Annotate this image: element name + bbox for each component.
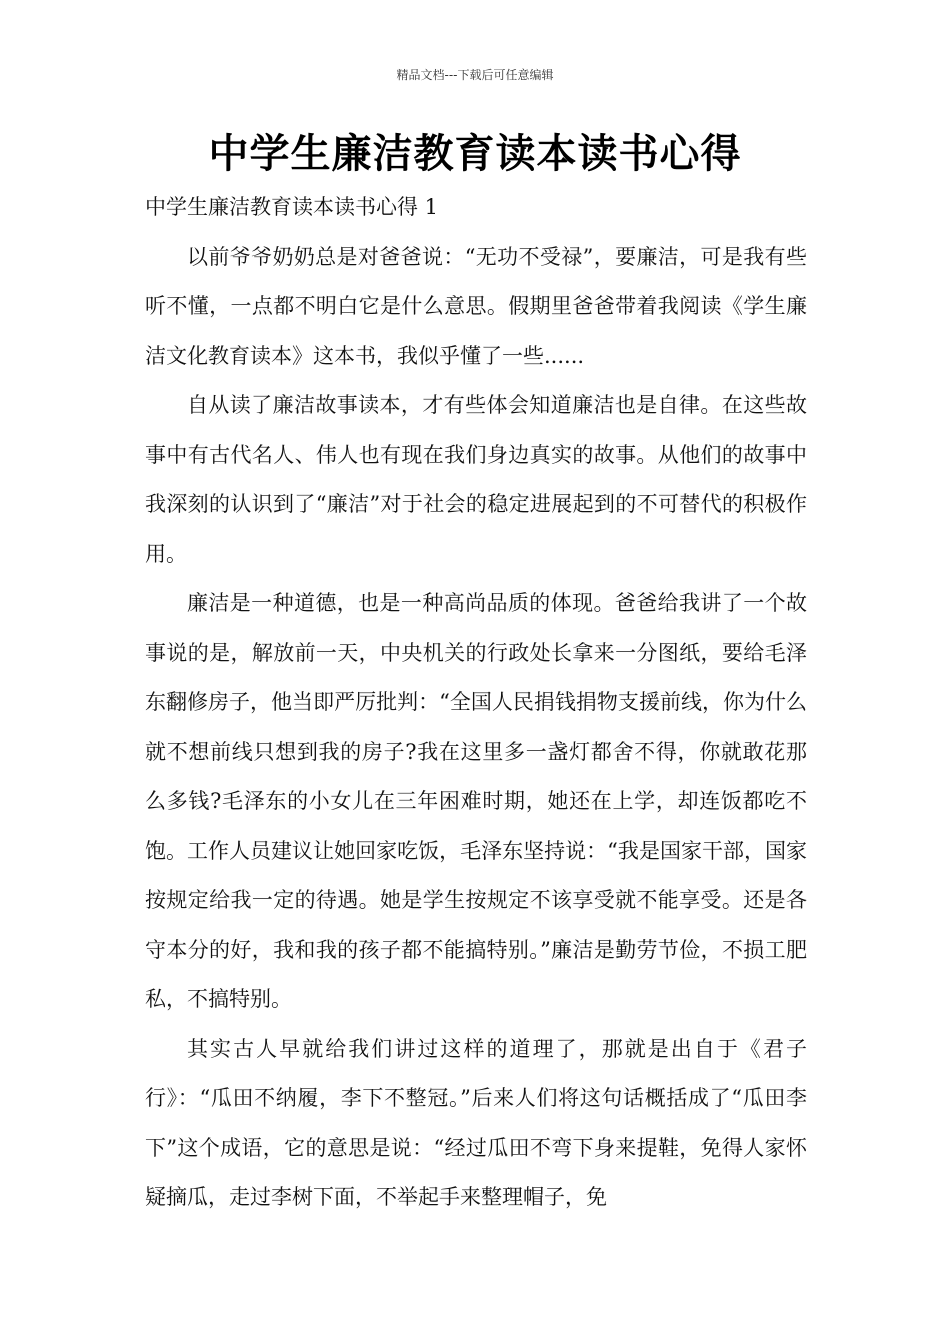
paragraph-2: 自从读了廉洁故事读本，才有些体会知道廉洁也是自律。在这些故事中有古代名人、伟人也有现在我们身边真实的故事。从他们的故事中我深刻的认识到了“廉洁”对于社会的稳定进展起到的不可替代的积极作用。 bbox=[145, 393, 807, 566]
document-title: 中学生廉洁教育读本读书心得 bbox=[208, 131, 742, 177]
document-body bbox=[145, 183, 807, 1223]
paragraph-1: 以前爷爷奶奶总是对爸爸说：“无功不受禄”，要廉洁，可是我有些听不懂，一点都不明白它是什么意思。假期里爸爸带着我阅读《学生廉洁文化教育读本》这本书，我似乎懂了一些...... bbox=[145, 244, 807, 368]
section-subtitle: 中学生廉洁教育读本读书心得 1 bbox=[145, 195, 439, 219]
document-header-note: 精品文档---下载后可任意编辑 bbox=[396, 68, 554, 82]
paragraph-3: 廉洁是一种道德，也是一种高尚品质的体现。爸爸给我讲了一个故事说的是，解放前一天，中央机关的行政处长拿来一分图纸，要给毛泽东翻修房子，他当即严厉批判：“全国人民捐钱捐物支援前线，你为什么就不想前线只想到我的房子?我在这里多一盏灯都舍不得，你就敢花那么多钱?毛泽东的小女儿在三年困难时期，她还在上学，却连饭都吃不饱。工作人员建议让她回家吃饭，毛泽东坚持说：“我是国家干部，国家按规定给我一定的待遇。她是学生按规定不该享受就不能享受。还是各守本分的好，我和我的孩子都不能搞特别。”廉洁是勤劳节俭，不损工肥私，不搞特别。 bbox=[145, 591, 807, 1011]
paragraph-4: 其实古人早就给我们讲过这样的道理了，那就是出自于《君子行》：“瓜田不纳履，李下不整冠。”后来人们将这句话概括成了“瓜田李下”这个成语，它的意思是说：“经过瓜田不弯下身来提鞋，免得人家怀疑摘瓜，走过李树下面，不举起手来整理帽子，免 bbox=[145, 1036, 807, 1209]
